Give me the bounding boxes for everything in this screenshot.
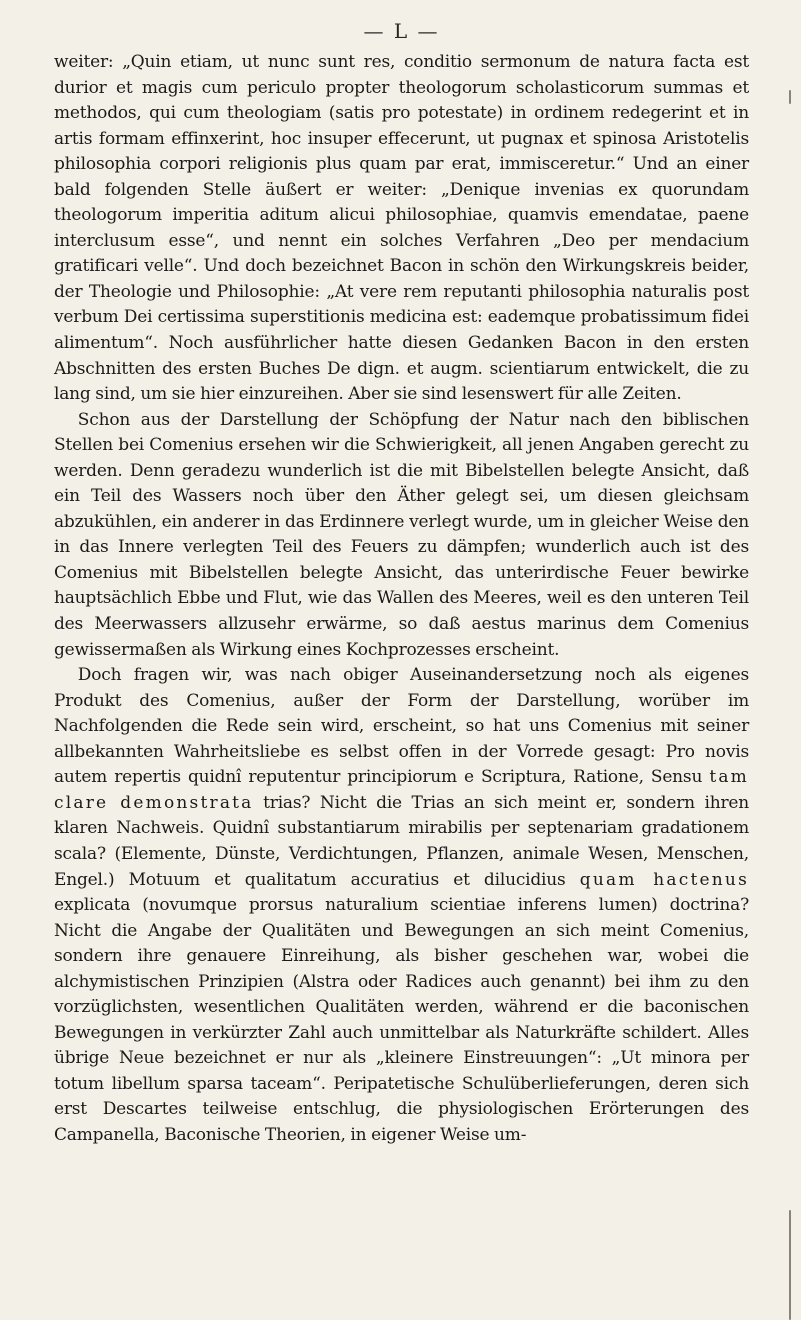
page-edge-mark xyxy=(789,90,791,104)
paragraph xyxy=(54,663,749,1148)
paragraph-text: Doch fragen wir, was nach obiger Auseinandersetzung noch als eigenes Produkt des Comenius, außer der Form der Darstellung, worüber im Nachfolgenden die Rede sein wird, erscheint, so hat uns Comenius mit seiner allbekannten Wahrheitsliebe es selbst offen in der Vorrede gesagt: Pro novis autem repertis quidnî reputentur principiorum e Scriptura, Ratione, Sensu xyxy=(54,665,749,788)
paragraph-text: Schon aus der Darstellung der Schöpfung der Natur nach den biblischen Stellen bei Comenius ersehen wir die Schwierigkeit, all jenen Angaben gerecht zu werden. Denn geradezu wunderlich ist die mit Bibelstellen belegte Ansicht, daß ein Teil des Wassers noch über den Äther gelegt sei, um diesen gleichsam abzukühlen, ein anderer in das Erdinnere verlegt wurde, um in gleicher Weise den in das Innere verlegten Teil des Feuers zu dämpfen; wunderlich auch ist des Comenius mit Bibelstellen belegte Ansicht, das unterirdische Feuer bewirke hauptsächlich Ebbe und Flut, wie das Wallen des Meeres, weil es den unteren Teil des Meerwassers allzusehr erwärme, so daß aestus marinus dem Comenius gewissermaßen als Wirkung eines Kochprozesses erscheint. xyxy=(54,409,749,660)
paragraph xyxy=(54,50,749,408)
paragraph-text: trias? Nicht die Trias an sich meint er, sondern ihren klaren Nachweis. Quidnî substantiarum mirabilis per septenariam gradationem scala? (Elemente, Dünste, Verdichtungen, Pflanzen, animale Wesen, Menschen, Engel.) Motuum et qualitatum accuratius et dilucidius xyxy=(54,792,749,890)
paragraph-text: explicata (novumque prorsus naturalium scientiae inferens lumen) doctrina? Nicht die Angabe der Qualitäten und Bewegungen an sich meint Comenius, sondern ihre genauere Einreihung, als bisher geschehen war, wobei die alchymistischen Prinzipien (Alstra oder Radices auch genannt) bei ihm zu den vorzüglichsten, wesentlichen Qualitäten werden, während er die baconischen Bewegungen in verkürzter Zahl auch unmittelbar als Naturkräfte schildert. Alles übrige Neue bezeichnet er nur als „kleinere Einstreuungen“: „Ut minora per totum libellum sparsa taceam“. Peripatetische Schulüberlieferungen, deren sich erst Descartes teilweise entschlug, die physiologischen Erörterungen des Campanella, Baconische Theorien, in eigener Weise um- xyxy=(54,895,749,1145)
spaced-emphasis-text: quam hactenus xyxy=(579,869,749,890)
page-edge-mark xyxy=(789,1210,791,1320)
spaced-emphasis-text: tam clare demonstrata xyxy=(54,767,749,813)
paragraph xyxy=(54,408,749,663)
body-text xyxy=(54,50,749,1149)
page-number-header: — L — xyxy=(363,19,440,43)
paragraph-text: weiter: „Quin etiam, ut nunc sunt res, conditio sermonum de natura facta est durior et magis cum periculo propter theologorum scholasticorum summas et methodos, qui cum theologiam (satis pro potestate) in ordinem redegerint et in artis formam effinxerint, hoc insuper effecerunt, ut pugnax et spinosa Aristotelis philosophia corpori religionis plus quam par erat, immisceretur.“ Und an einer bald folgenden Stelle äußert er weiter: „Denique invenias ex quorundam theologorum imperitia aditum alicui philosophiae, quamvis emendatae, paene interclusum esse“, und nennt ein solches Verfahren „Deo per mendacium gratificari velle“. Und doch bezeichnet Bacon in schön den Wirkungskreis beider, der Theologie und Philosophie: „At vere rem reputanti philosophia naturalis post verbum Dei certissima superstitionis medicina est: eademque probatissimum fidei alimentum“. Noch ausführlicher hatte diesen Gedanken Bacon in den ersten Abschnitten des ersten Buches De dign. et augm. scientiarum entwickelt, die zu lang sind, um sie hier einzureihen. Aber sie sind lesenswert für alle Zeiten. xyxy=(54,52,749,405)
